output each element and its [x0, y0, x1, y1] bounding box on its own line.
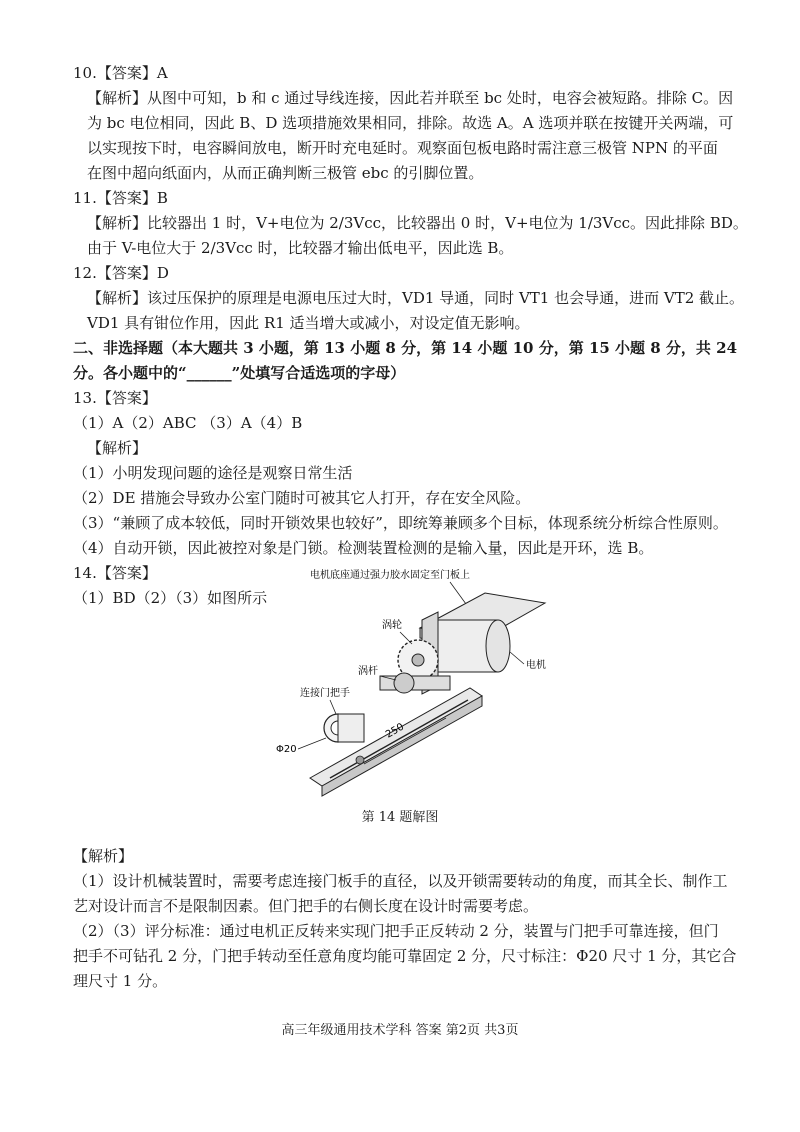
slotted-bar-side [322, 696, 482, 796]
leader-diameter [298, 738, 326, 749]
q12-answer: 12.【答案】D [73, 264, 169, 282]
q14-answer-label: 14.【答案】 [73, 564, 157, 582]
q10-analysis-3: 以实现按下时，电容瞬间放电，断开时充电延时。观察面包板电路时需注意三极管 NPN 的平面 [87, 139, 718, 157]
worm-shaft [380, 676, 450, 690]
q14-analysis-label: 【解析】 [73, 847, 134, 865]
leader-worm-wheel [400, 632, 412, 644]
q11-analysis-1: 【解析】比较器出 1 时，V+电位为 2/3Vcc，比较器出 0 时，V+电位为 1/3Vcc。因此排除 BD。 [87, 214, 748, 232]
label-motor: 电机 [526, 660, 546, 671]
q14-analysis-5: 理尺寸 1 分。 [73, 972, 168, 990]
q10-analysis-2: 为 bc 电位相同，因此 B、D 选项措施效果相同，排除。故选 A。A 选项并联在按键开关两端，可 [87, 114, 734, 132]
q13-analysis-label: 【解析】 [87, 439, 148, 457]
leader-motor [510, 652, 524, 664]
label-diameter: Φ20 [276, 744, 297, 755]
section2-heading-2: 分。各小题中的“______”处填写合适选项的字母） [73, 364, 406, 382]
q14-analysis-2: 艺对设计而言不是限制因素。但门把手的右侧长度在设计时需要考虑。 [73, 897, 539, 915]
q14-analysis-1: （1）设计机械装置时，需要考虑连接门板手的直径，以及开锁需要转动的角度，而其全长、制作工 [73, 872, 728, 890]
handle-sleeve [338, 714, 364, 742]
worm-wheel-hub [412, 654, 424, 666]
label-base-glued: 电机底座通过强力胶水固定至门板上 [310, 570, 470, 581]
q12-analysis-2: VD1 具有钳位作用，因此 R1 适当增大或减小，对设定值无影响。 [87, 314, 530, 332]
q14-analysis-3: （2）（3）评分标准：通过电机正反转来实现门把手正反转动 2 分，装置与门把手可靠连接，但门 [73, 922, 719, 940]
q13-analysis-2: （2）DE 措施会导致办公室门随时可被其它人打开，存在安全风险。 [73, 489, 531, 507]
mechanism-figure [270, 568, 570, 800]
q13-analysis-4: （4）自动开锁，因此被控对象是门锁。检测装置检测的是输入量，因此是开环，选 B。 [73, 539, 654, 557]
q13-answer-label: 13.【答案】 [73, 389, 157, 407]
q10-answer: 10.【答案】A [73, 64, 168, 82]
worm-gear [394, 673, 414, 693]
q11-analysis-2: 由于 V-电位大于 2/3Vcc 时，比较器才输出低电平，因此选 B。 [87, 239, 514, 257]
figure-caption: 第 14 题解图 [361, 810, 439, 825]
section2-heading-1: 二、非选择题（本大题共 3 小题，第 13 小题 8 分，第 14 小题 10 分，第 15 小题 8 分，共 24 [73, 339, 738, 357]
leader-handle [330, 700, 336, 714]
slider-pin [356, 756, 364, 764]
q10-analysis-4: 在图中超向纸面内，从而正确判断三极管 ebc 的引脚位置。 [87, 164, 484, 182]
label-worm-wheel: 涡轮 [382, 620, 402, 631]
q12-analysis-1: 【解析】该过压保护的原理是电源电压过大时，VD1 导通，同时 VT1 也会导通，进而 VT2 截止。 [87, 289, 745, 307]
q13-answers: （1）A（2）ABC （3）A（4）B [73, 414, 303, 432]
label-worm: 涡杆 [358, 666, 378, 677]
q13-analysis-1: （1）小明发现问题的途径是观察日常生活 [73, 464, 353, 482]
leader-top [450, 582, 466, 604]
q14-answers: （1）BD（2）（3）如图所示 [73, 589, 268, 607]
page-footer: 高三年级通用技术学科 答案 第2页 共3页 [281, 1023, 519, 1038]
q11-answer: 11.【答案】B [73, 189, 168, 207]
label-length: 250 [384, 721, 407, 741]
label-handle: 连接门把手 [300, 688, 350, 699]
q14-analysis-4: 把手不可钻孔 2 分，门把手转动至任意角度均能可靠固定 2 分，尺寸标注：Φ20 尺寸 1 分，其它合 [73, 947, 737, 965]
q13-analysis-3: （3）“兼顾了成本较低，同时开锁效果也较好”，即统筹兼顾多个目标，体现系统分析综合性原则。 [73, 514, 728, 532]
q10-analysis-1: 【解析】从图中可知，b 和 c 通过导线连接，因此若并联至 bc 处时，电容会被短路。排除 C。因 [87, 89, 734, 107]
motor-end [486, 620, 510, 672]
